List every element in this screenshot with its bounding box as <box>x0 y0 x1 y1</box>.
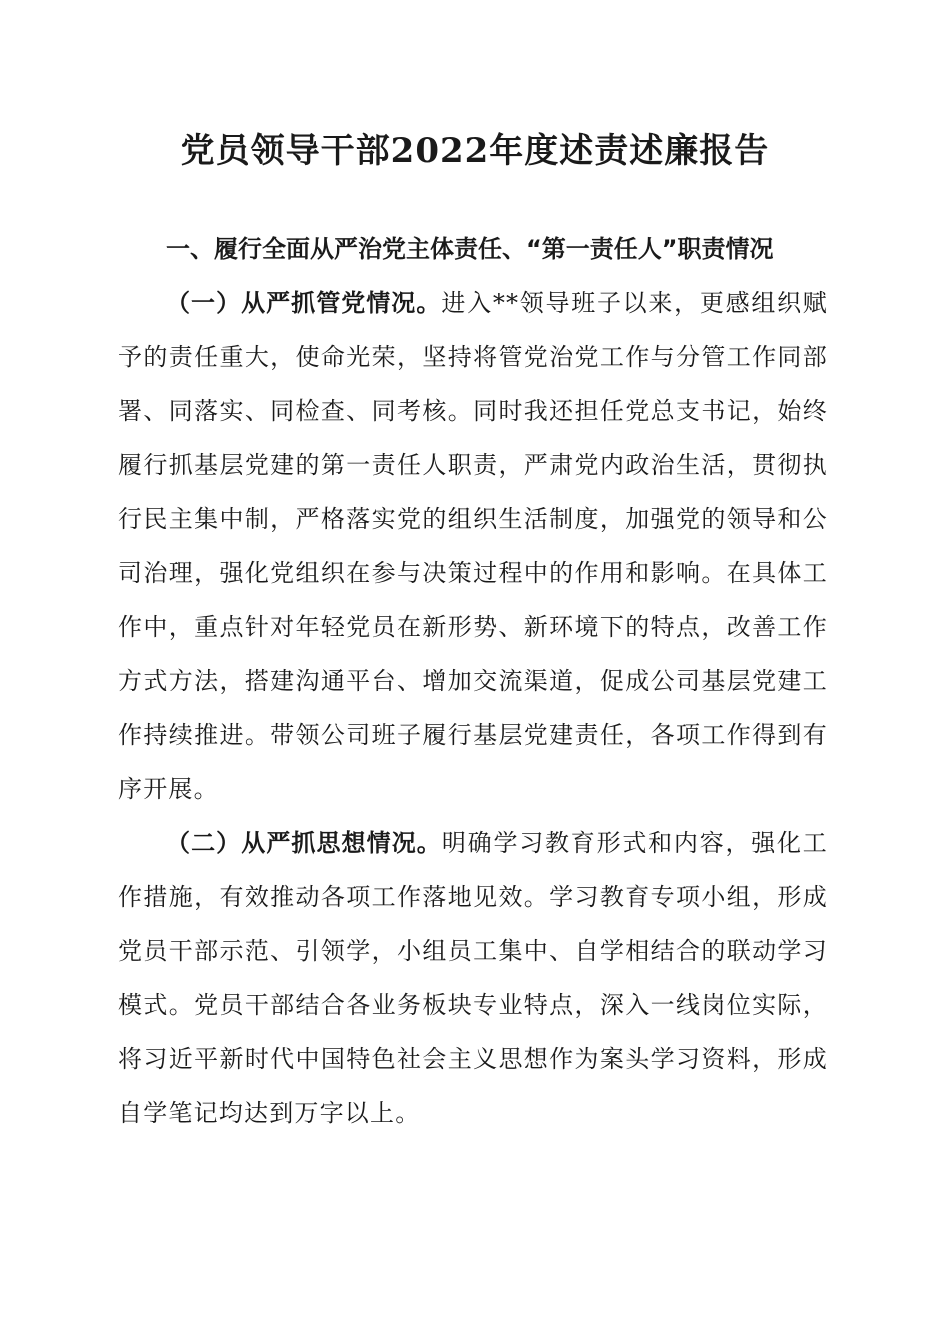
paragraph-lead: （一）从严抓管党情况。 <box>166 289 442 317</box>
section-heading: 一、履行全面从严治党主体责任、“第一责任人”职责情况 <box>166 235 774 263</box>
paragraph-lead: （二）从严抓思想情况。 <box>166 829 442 857</box>
document-body <box>118 222 828 1140</box>
paragraph-text: 进入**领导班子以来，更感组织赋予的责任重大，使命光荣，坚持将管党治党工作与分管工作同部署、同落实、同检查、同考核。同时我还担任党总支书记，始终履行抓基层党建的第一责任人职责，严肃党内政治生活，贯彻执行民主集中制，严格落实党的组织生活制度，加强党的领导和公司治理，强化党组织在参与决策过程中的作用和影响。在具体工作中，重点针对年轻党员在新形势、新环境下的特点，改善工作方式方法，搭建沟通平台、增加交流渠道，促成公司基层党建工作持续推进。带领公司班子履行基层党建责任，各项工作得到有序开展。 <box>118 289 829 803</box>
paragraph-text: 明确学习教育形式和内容，强化工作措施，有效推动各项工作落地见效。学习教育专项小组，形成党员干部示范、引领学，小组员工集中、自学相结合的联动学习模式。党员干部结合各业务板块专业特点，深入一线岗位实际，将习近平新时代中国特色社会主义思想作为案头学习资料，形成自学笔记均达到万字以上。 <box>118 829 829 1127</box>
paragraph-ideology <box>118 816 828 1140</box>
paragraph-party-management <box>118 276 828 816</box>
document-title: 党员领导干部2022年度述责述廉报告 <box>180 131 770 171</box>
